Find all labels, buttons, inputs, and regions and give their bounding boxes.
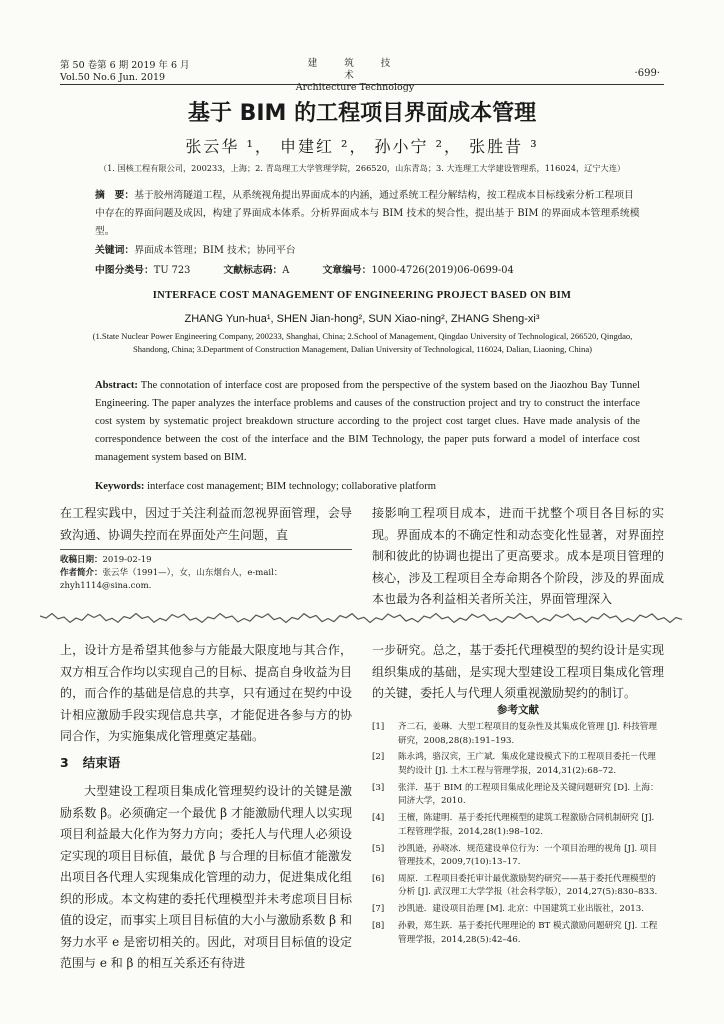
reference-text: 齐二石，姜琳．大型工程项目的复杂性及其集成化管理 [J]. 科技管理研究，2008,28(8):191–193. [398, 722, 657, 746]
paper-title-cn: 基于 BIM 的工程项目界面成本管理 [187, 101, 537, 126]
footnote-rule [60, 549, 352, 550]
article-number: 文章编号：1000-4726(2019)06-0699-04 [322, 265, 514, 276]
reference-text: 沙凯逊．建设项目治理 [M]. 北京：中国建筑工业出版社，2013. [398, 904, 644, 915]
reference-number: [4] [372, 813, 385, 824]
references-list [372, 721, 664, 950]
section-number: 3 [60, 755, 69, 770]
reference-text: 周原．工程项目委托审计最优激励契约研究——基于委托代理模型的分析 [J]. 武汉理工大学学报（社会科学版），2014,27(5):830–833. [398, 873, 658, 898]
reference-text: 孙毅，郑生跃．基于委托代理理论的 BT 模式激励问题研究 [J]. 工程管理学报，2014,28(5):42–46. [398, 921, 658, 945]
abstract-cn-label: 摘 要： [95, 190, 135, 201]
reference-number: [8] [372, 921, 385, 932]
keywords-cn [95, 242, 640, 256]
reference-number: [6] [372, 873, 385, 884]
abstract-cn [95, 187, 640, 241]
references-heading: 参考文献 [497, 704, 539, 716]
affiliation-en: (1.State Nuclear Power Engineering Company, 200233, Shanghai, China; 2.School of Management, Qingdao University of Technological, 266520, Qingdao, Shandong, China; 3.Department of Construction Management, Dalian University of Technological, 116024, Dalian, Liaoning, China) [92, 331, 633, 354]
reference-item [372, 721, 664, 748]
reference-number: [7] [372, 904, 385, 915]
received-date: 收稿日期：2019-02-19 [60, 555, 152, 565]
paper-title-en: INTERFACE COST MANAGEMENT OF ENGINEERING PROJECT BASED ON BIM [152, 290, 572, 301]
classification-row [95, 262, 640, 276]
reference-text: 王檀，陈建明．基于委托代理模型的建筑工程激励合同机制研究 [J]. 工程管理学报，2014,28(1):98–102. [398, 813, 655, 837]
conclusion-text: 大型建设工程项目集成化管理契约设计的关键是激励系数 β。必须确定一个最优 β 才能激励代理人以实现项目利益最大化作为努力方向；委托人与代理人必须设定实现的项目目标值，最优 β 与合理的目标值才能激发出项目各代理人实现集成化管理的动力，促进集成化组织的形成。本文构建的委托代理模型并未考虑项目目标值的设定，而事实上项目目标值的大小与激励系数 β 和努力水平 e 是密切相关的。因此，对项目目标值的设定范围与 e 和 β 的相互关系还有待进 [60, 784, 352, 970]
reference-text: 张洋．基于 BIM 的工程项目集成化理论及关键问题研究 [D]. 上海：同济大学，2010. [398, 782, 659, 807]
reference-number: [2] [372, 752, 385, 763]
footnote [60, 554, 352, 593]
abstract-en-text: The connotation of interface cost are proposed from the perspective of the system based on the Jiaozhou Bay Tunnel Engineering. The paper analyzes the interface problems and causes of the construction project and try to construct the interface cost system by systematic project breakdown structure according to the project cost target clues. Have made analysis of the correspondence between the cost of the interface and the BIM Technology, the paper puts forward a model of interface cost management system based on BIM. [95, 380, 640, 463]
author-bio: 作者简介：张云华（1991—），女，山东烟台人，e-mail：zhyh1114@sina.com. [60, 568, 283, 591]
keywords-cn-label: 关键词： [95, 245, 135, 256]
reference-text: 陈永鸿，骆汉宾，王广斌．集成化建设模式下的工程项目委托－代理契约设计 [J]. 土木工程与管理学报，2014,31(2):68–72. [398, 752, 656, 776]
keywords-en [95, 481, 640, 492]
authors-en: ZHANG Yun-hua¹, SHEN Jian-hong², SUN Xiao-ning², ZHANG Sheng-xi³ [184, 313, 540, 325]
continued-right-column: 一步研究。总之，基于委托代理模型的契约设计是实现组织集成的基础，是实现大型建设工程项目集成化管理的关键，委托人与代理人须重视激励契约的制订。 [372, 643, 664, 700]
reference-item [372, 873, 664, 900]
reference-item [372, 903, 664, 917]
document-code: 文献标志码：A [223, 265, 290, 276]
reference-item [372, 751, 664, 778]
abstract-en-label: Abstract: [95, 380, 138, 391]
intro-left-column: 在工程实践中，因过于关注利益而忽视界面管理，会导致沟通、协调失控而在界面处产生问题，直 [60, 506, 352, 542]
abstract-cn-text: 基于胶州湾隧道工程，从系统视角提出界面成本的内涵，通过系统工程分解结构，按工程成本目标线索分析工程项目中存在的界面问题及成因，构建了界面成本体系。分析界面成本与 BIM 技术的契合性，提出基于 BIM 的界面成本管理系统模型。 [95, 190, 640, 237]
page-tear-divider [40, 611, 684, 625]
clc-code: 中图分类号：TU 723 [95, 265, 191, 276]
reference-item [372, 920, 664, 947]
journal-name-cn: 建 筑 技 术 [307, 58, 403, 81]
keywords-en-text: interface cost management; BIM technology; collaborative platform [147, 481, 436, 492]
section-title: 结束语 [82, 755, 121, 770]
issue-cn: 第 50 卷第 6 期 2019 年 6 月 [60, 60, 190, 71]
intro-right-column: 接影响工程项目成本，进而干扰整个项目各目标的实现。界面成本的不确定性和动态变化性显著，对界面控制和彼此的协调也提出了更高要求。成本是项目管理的核心，涉及工程项目全寿命期各个阶段，涉及的界面成本也最为各利益相关者所关注，界面管理深入 [372, 506, 664, 606]
page-number: ·699· [634, 68, 660, 79]
journal-name-en: Architecture Technology [295, 82, 415, 93]
header-rule [60, 84, 664, 85]
section-heading [60, 753, 120, 771]
journal-name [290, 58, 420, 94]
issue-en: Vol.50 No.6 Jun. 2019 [60, 72, 166, 83]
reference-text: 沙凯逊，孙晓冰．规范建设单位行为：一个项目治理的视角 [J]. 项目管理技术，2009,7(10):13–17. [398, 843, 657, 868]
journal-issue-info [60, 60, 190, 84]
reference-item [372, 782, 664, 809]
reference-number: [5] [372, 843, 385, 854]
affiliation-cn: （1. 国核工程有限公司，200233，上海；2. 青岛理工大学管理学院，266520，山东青岛；3. 大连理工大学建设管理系，116024，辽宁大连） [98, 163, 626, 173]
reference-number: [1] [372, 722, 385, 732]
keywords-en-label: Keywords: [95, 481, 145, 492]
continued-left-column: 上，设计方是希望其他参与方能最大限度地与其合作，双方相互合作均以实现自己的目标、提高自身收益为目的，而合作的基础是信息的共享，只有通过在契约中设计相应激励手段实现信息共享，才能促进各参与方的协同合作，为实施集成化管理奠定基础。 [60, 643, 352, 743]
authors-cn: 张云华 ¹， 申建红 ²， 孙小宁 ²， 张胜昔 ³ [185, 137, 539, 156]
reference-number: [3] [372, 782, 385, 793]
abstract-en [95, 377, 640, 467]
reference-item [372, 843, 664, 870]
keywords-cn-text: 界面成本管理；BIM 技术；协同平台 [134, 245, 296, 256]
reference-item [372, 812, 664, 839]
